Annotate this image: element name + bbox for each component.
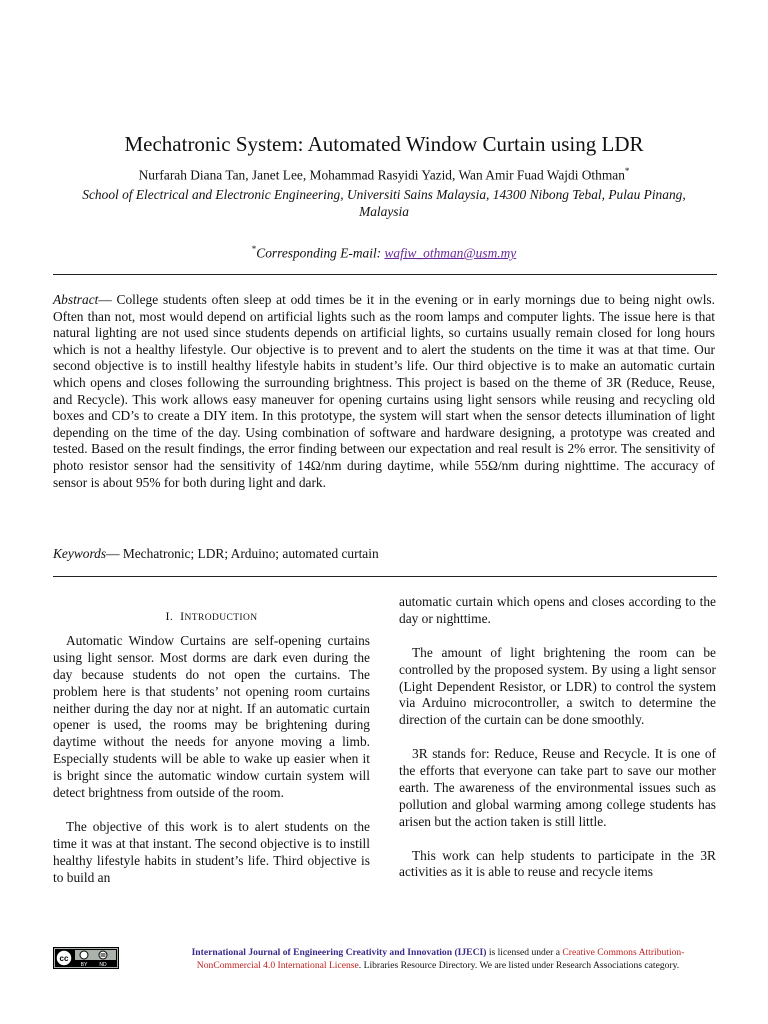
keywords-label: Keywords	[53, 546, 107, 561]
licensed-under-text: is licensed under a	[486, 947, 563, 958]
affiliation: School of Electrical and Electronic Engineering, Universiti Sains Malaysia, 14300 Nibong Tebal, Pulau Pinang, Malaysia	[82, 187, 686, 219]
abstract-label: Abstract	[53, 292, 99, 307]
corr-email-link[interactable]: wafiw_othman@usm.my	[384, 245, 517, 261]
author-list	[0, 163, 768, 183]
journal-name-link[interactable]: International Journal of Engineering Creativity and Innovation (IJECI)	[191, 947, 487, 958]
author-footnote-mark: *	[624, 166, 630, 176]
right-column	[399, 594, 716, 898]
by-label: BY	[80, 962, 88, 968]
corr-label: Corresponding E-mail:	[256, 245, 385, 261]
keywords	[53, 545, 715, 562]
license-link-part1[interactable]: Creative Commons Attribution-	[562, 947, 685, 958]
section-first-letter: I	[180, 609, 185, 623]
intro-paragraph-4: 3R stands for: Reduce, Reuse and Recycle. It is one of the efforts that everyone can take part to save our mother earth. The awareness of the environmental issues such as pollution and global warming among college students has arisen but the action taken is still little.	[399, 746, 716, 829]
footer-tail-text: . Libraries Resource Directory. We are listed under Research Associations category.	[358, 960, 680, 971]
corresponding-author	[0, 241, 768, 261]
divider-top	[53, 274, 717, 275]
section-title-rest: NTRODUCTION	[184, 613, 258, 623]
keywords-text: Mechatronic; LDR; Arduino; automated curtain	[122, 546, 379, 561]
by-person-icon	[80, 951, 88, 959]
divider-bottom	[53, 576, 717, 577]
intro-paragraph-2: The objective of this work is to alert students on the time it was at that instant. The second objective is to instill healthy lifestyle habits in student’s life. Third objective is to build an	[53, 818, 370, 885]
intro-paragraph-5: This work can help students to participate in the 3R activities as it is able to reuse and recycle items	[399, 847, 716, 880]
license-footer	[128, 946, 748, 972]
intro-paragraph-2-continued: automatic curtain which opens and closes according to the day or nighttime.	[399, 594, 716, 626]
abstract-text: College students often sleep at odd times be it in the evening or in early mornings due to being night owls. Often than not, most would depend on artificial lights such as the room lamps and computer lights. The issue here is that natural lighting are not used since students depends on artificial lights, so curtains usually remain closed for long hours which is not a healthy lifestyle. Our objective is to prevent and to alert the students on the time it was at that time. Our second objective is to instill healthy lifestyle habits in student’s life. Our third objective is to make an automatic curtain which opens and closes following the surrounding brightness. This project is based on the theme of 3R (Reduce, Reuse, and Recycle). This work allows easy maneuver for opening curtains using light sensors while reusing and recycling old boxes and CD’s to create a DIY item. In this prototype, the system will start when the sensor detects illumination of light depending on the time of the day. Using combination of software and hardware designing, a prototype was created and tested. Based on the result findings, the error finding between our expectation and real result is 2% error. The sensitivity of photo resistor sensor had the sensitivity of 14Ω/nm during daytime, while 55Ω/nm during nighttime. The accuracy of sensor is about 95% for both during light and dark.	[53, 292, 715, 490]
abstract	[53, 292, 715, 491]
cc-text: cc	[59, 954, 69, 963]
nd-equals-icon	[99, 951, 107, 959]
corr-mark: *	[251, 244, 257, 254]
author-names: Nurfarah Diana Tan, Janet Lee, Mohammad Rasyidi Yazid, Wan Amir Fuad Wajdi Othman	[138, 167, 625, 183]
license-link-part2[interactable]: NonCommercial 4.0 International License	[196, 960, 359, 971]
intro-paragraph-1: Automatic Window Curtains are self-opening curtains using light sensor. Most dorms are dark even during the day because students do not open the curtains. The problem here is that students’ not opening room curtains neither during the day nor at night. If an automatic curtain opener is used, the rooms may be brightening during daytime without the needs for anyone moving a limb. Especially students will be able to wake up easier when it is bright since the automatic window curtain system will detect brightness from outside of the room.	[53, 632, 370, 801]
cc-license-badge-icon[interactable]	[53, 947, 119, 969]
keywords-dash: —	[106, 546, 123, 561]
nd-label: ND	[99, 962, 107, 968]
section-numeral: I.	[165, 609, 174, 623]
abstract-dash: —	[98, 292, 117, 307]
section-heading-introduction	[53, 608, 370, 627]
intro-paragraph-3: The amount of light brightening the room can be controlled by the proposed system. By using a light sensor (Light Dependent Resistor, or LDR) to control the system via Arduino microcontroller, a switch to determine the direction of the curtain can be done smoothly.	[399, 644, 716, 728]
left-column	[53, 594, 370, 903]
paper-title: Mechatronic System: Automated Window Curtain using LDR	[124, 132, 644, 156]
